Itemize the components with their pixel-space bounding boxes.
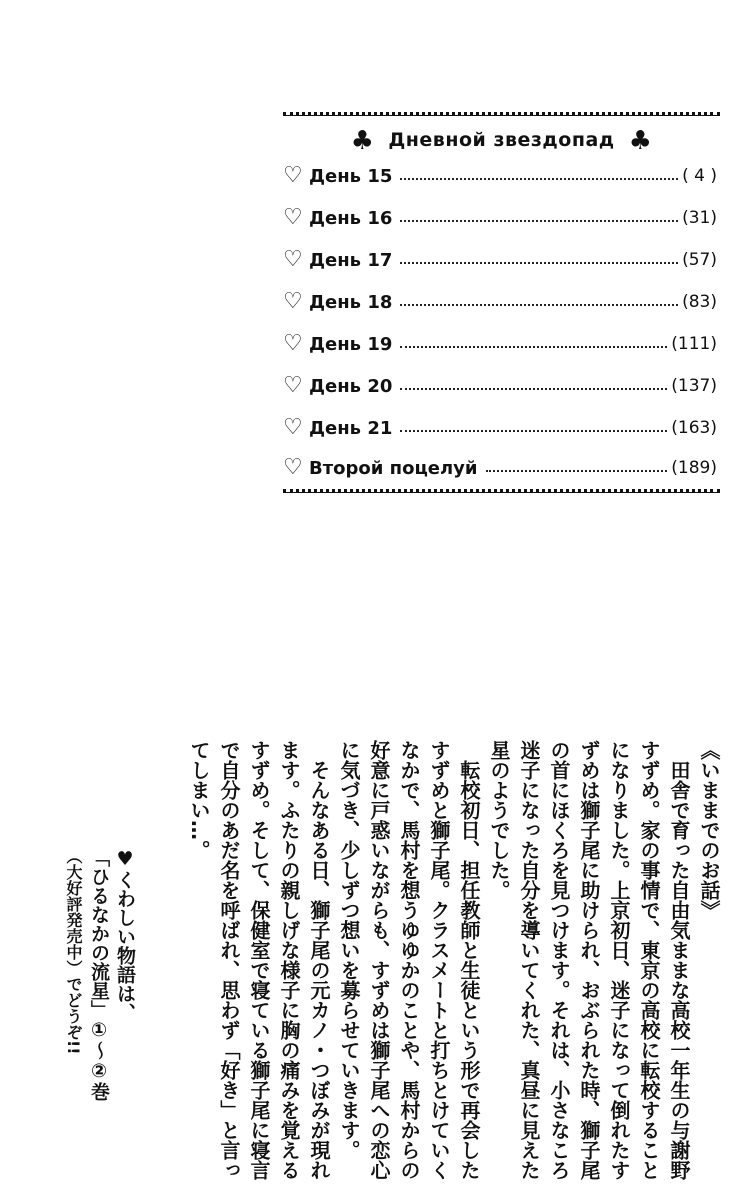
top-dotted-rule xyxy=(283,112,720,116)
heart-icon: ♡ xyxy=(283,205,303,230)
heart-icon: ♡ xyxy=(283,289,303,314)
dot-leader xyxy=(486,470,668,472)
entry-label: День 18 xyxy=(309,291,393,313)
series-ad xyxy=(58,848,138,1168)
toc-entry[interactable] xyxy=(283,370,717,402)
table-of-contents xyxy=(283,112,720,496)
entry-label: День 16 xyxy=(309,207,393,229)
entry-page: (137) xyxy=(671,376,717,396)
entry-page: (83) xyxy=(682,292,717,312)
entry-label: День 19 xyxy=(309,333,393,355)
entry-page: (189) xyxy=(671,458,717,478)
entry-label: День 21 xyxy=(309,417,393,439)
dot-leader xyxy=(400,304,678,306)
toc-entry[interactable] xyxy=(283,160,717,192)
toc-entry[interactable] xyxy=(283,412,717,444)
summary-heading: 《いままでのお話》 xyxy=(697,740,721,920)
entry-page: (31) xyxy=(682,208,717,228)
bottom-dotted-rule xyxy=(283,489,720,493)
entry-label: Второй поцелуй xyxy=(309,457,478,479)
entry-page: (163) xyxy=(671,418,717,438)
dot-leader xyxy=(400,178,678,180)
toc-title xyxy=(283,126,720,156)
heart-icon: ♡ xyxy=(283,247,303,272)
story-summary xyxy=(164,740,724,1180)
dot-leader xyxy=(400,430,667,432)
club-icon: ♣ xyxy=(628,126,653,156)
ad-line: ♥くわしい物語は、 xyxy=(114,848,136,1022)
toc-entry[interactable] xyxy=(283,244,717,276)
heart-icon: ♡ xyxy=(283,415,303,440)
heart-icon: ♡ xyxy=(283,455,303,480)
entry-label: День 17 xyxy=(309,249,393,271)
entry-page: ( 4 ) xyxy=(682,166,717,186)
entry-page: (57) xyxy=(682,250,717,270)
dot-leader xyxy=(400,262,678,264)
club-icon: ♣ xyxy=(350,126,375,156)
heart-icon: ♡ xyxy=(283,331,303,356)
toc-entry[interactable] xyxy=(283,286,717,318)
entry-label: День 20 xyxy=(309,375,393,397)
toc-entry[interactable] xyxy=(283,452,717,484)
ad-line: 「ひるなかの流星」①～②巻 xyxy=(88,848,110,1101)
summary-paragraph: そんなある日、獅子尾の元カノ・つぼみが現れます。ふたりの親しげな様子に胸の痛みを覚えるすずめ。そして、保健室で寝ている獅子尾に寝言で自分のあだ名を呼ばれ、思わず「好き」と言ってしまい…。 xyxy=(187,740,331,1180)
entry-page: (111) xyxy=(671,334,717,354)
summary-paragraph: 田舎で育った自由気ままな高校一年生の与謝野すずめ。家の事情で、東京の高校に転校することになりました。上京初日、迷子になって倒れたすずめは獅子尾に助けられ、おぶられた時、獅子尾の首にほくろを見つけます。それは、小さなころ迷子になった自分を導いてくれた、真昼に見えた星のようでした。 xyxy=(487,740,691,1180)
ad-line: （大好評発売中）でどうぞ!! xyxy=(64,848,83,1055)
heart-icon: ♡ xyxy=(283,163,303,188)
dot-leader xyxy=(400,388,667,390)
toc-title-text: Дневной звездопад xyxy=(388,129,615,151)
summary-paragraph: 転校初日、担任教師と生徒という形で再会したすずめと獅子尾。クラスメートと打ちとけていくなかで、馬村を想うゆゆかのことや、馬村からの好意に戸惑いながらも、すずめは獅子尾への恋心に気づき、少しずつ想いを募らせていきます。 xyxy=(337,740,481,1180)
dot-leader xyxy=(400,346,667,348)
entry-label: День 15 xyxy=(309,165,393,187)
dot-leader xyxy=(400,220,678,222)
toc-entry[interactable] xyxy=(283,328,717,360)
heart-icon: ♡ xyxy=(283,373,303,398)
toc-entry[interactable] xyxy=(283,202,717,234)
